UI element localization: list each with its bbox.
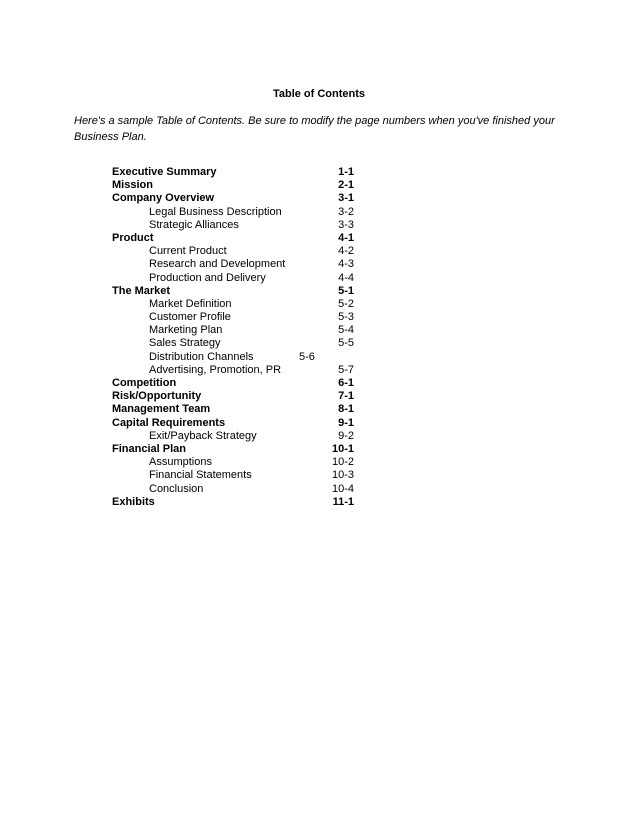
toc-entry-label: Product: [112, 231, 154, 244]
toc-subentry: [0, 337, 638, 350]
toc-entry-label: Competition: [112, 377, 177, 389]
toc-subentry: [0, 258, 638, 271]
toc-entry-label: Marketing Plan: [149, 324, 223, 337]
toc-entry-label: Mission: [112, 179, 153, 192]
toc-subentry: [0, 272, 638, 285]
toc-entry-page: 6-1: [338, 377, 354, 389]
toc-entry-page: 9-1: [338, 416, 354, 429]
toc-entry-page: 5-3: [338, 311, 354, 324]
toc-entry-page: 4-2: [338, 245, 354, 258]
toc-subentry: [0, 206, 638, 219]
toc-entry-page: 10-4: [331, 482, 354, 495]
toc-entry: [0, 232, 638, 245]
toc-entry-page: 5-5: [338, 337, 354, 350]
toc-entry: [0, 192, 638, 205]
toc-entry-label: Research and Development: [149, 258, 286, 271]
toc-entry-label: Production and Delivery: [149, 271, 266, 284]
toc-entry: [0, 403, 638, 416]
toc-entry-page: 4-3: [338, 258, 354, 271]
toc-entry-page: 9-2: [338, 429, 354, 442]
toc-entry-label: Management Team: [112, 403, 211, 416]
toc-entry-page: 10-2: [331, 456, 354, 469]
toc-entry: [0, 390, 638, 403]
toc-entry-label: Sales Strategy: [149, 337, 221, 350]
toc-entry: [0, 417, 638, 430]
toc-entry-label: Capital Requirements: [112, 416, 226, 429]
toc-entry: [0, 377, 638, 390]
toc-entry-page: 3-1: [338, 192, 354, 205]
toc-entry-page: 8-1: [338, 403, 354, 416]
toc-subentry: [0, 298, 638, 311]
toc-subentry: [0, 245, 638, 258]
toc-entry-label: Company Overview: [112, 192, 215, 205]
toc-entry-page: 7-1: [338, 390, 354, 403]
toc-entry-label: Advertising, Promotion, PR: [149, 363, 282, 376]
toc-entry-page: 4-4: [338, 271, 354, 284]
toc-entry: [0, 166, 638, 179]
toc-entry-label: Legal Business Description: [149, 205, 282, 218]
toc-entry-page: 10-1: [331, 442, 354, 455]
toc-entry-page: 1-1: [338, 166, 354, 178]
toc-entry-page: 5-1: [338, 284, 354, 297]
toc-entry-page: 3-3: [338, 218, 354, 231]
toc-entry-label: The Market: [112, 284, 171, 297]
toc-entry-page: 5-4: [338, 324, 354, 337]
toc-subentry: [0, 311, 638, 324]
toc-entry: [0, 496, 638, 509]
toc-entry-page: 2-1: [338, 179, 354, 192]
toc-entry-label: Assumptions: [149, 456, 212, 469]
toc-entry-page: 10-3: [331, 469, 354, 482]
toc-entry-label: Exit/Payback Strategy: [149, 429, 257, 442]
intro-text: Here's a sample Table of Contents. Be sure to modify the page numbers when you've finished your Business Plan.: [74, 115, 555, 143]
toc-entry-page: 3-2: [338, 205, 354, 218]
toc-entry-label: Customer Profile: [149, 311, 231, 324]
toc-entry-page: 4-1: [338, 231, 354, 244]
toc-entry-label: Conclusion: [149, 482, 204, 495]
toc-entry-label: Current Product: [149, 245, 227, 258]
toc-entry-label: Distribution Channels: [149, 350, 254, 363]
toc-subentry: [0, 469, 638, 482]
toc-subentry: [0, 430, 638, 443]
toc-entry-label: Executive Summary: [112, 166, 217, 178]
toc-entry: [0, 179, 638, 192]
toc-subentry: [0, 364, 638, 377]
toc-entry-page: 5-6: [299, 350, 315, 363]
table-of-contents: [0, 166, 638, 509]
page-title: Table of Contents: [272, 88, 366, 100]
toc-subentry: [0, 483, 638, 496]
toc-entry: [0, 285, 638, 298]
toc-entry-label: Strategic Alliances: [149, 218, 239, 231]
toc-entry-label: Financial Statements: [149, 469, 252, 482]
toc-subentry: [0, 351, 638, 364]
toc-subentry: [0, 324, 638, 337]
toc-entry-label: Exhibits: [112, 495, 155, 508]
toc-entry-page: 11-1: [332, 495, 354, 508]
toc-entry-label: Market Definition: [149, 297, 232, 310]
toc-entry-label: Financial Plan: [112, 442, 186, 455]
toc-entry-page: 5-2: [338, 297, 354, 310]
toc-entry-page: 5-7: [338, 363, 354, 376]
toc-entry-label: Risk/Opportunity: [112, 390, 202, 403]
toc-subentry: [0, 219, 638, 232]
toc-entry: [0, 443, 638, 456]
toc-subentry: [0, 456, 638, 469]
